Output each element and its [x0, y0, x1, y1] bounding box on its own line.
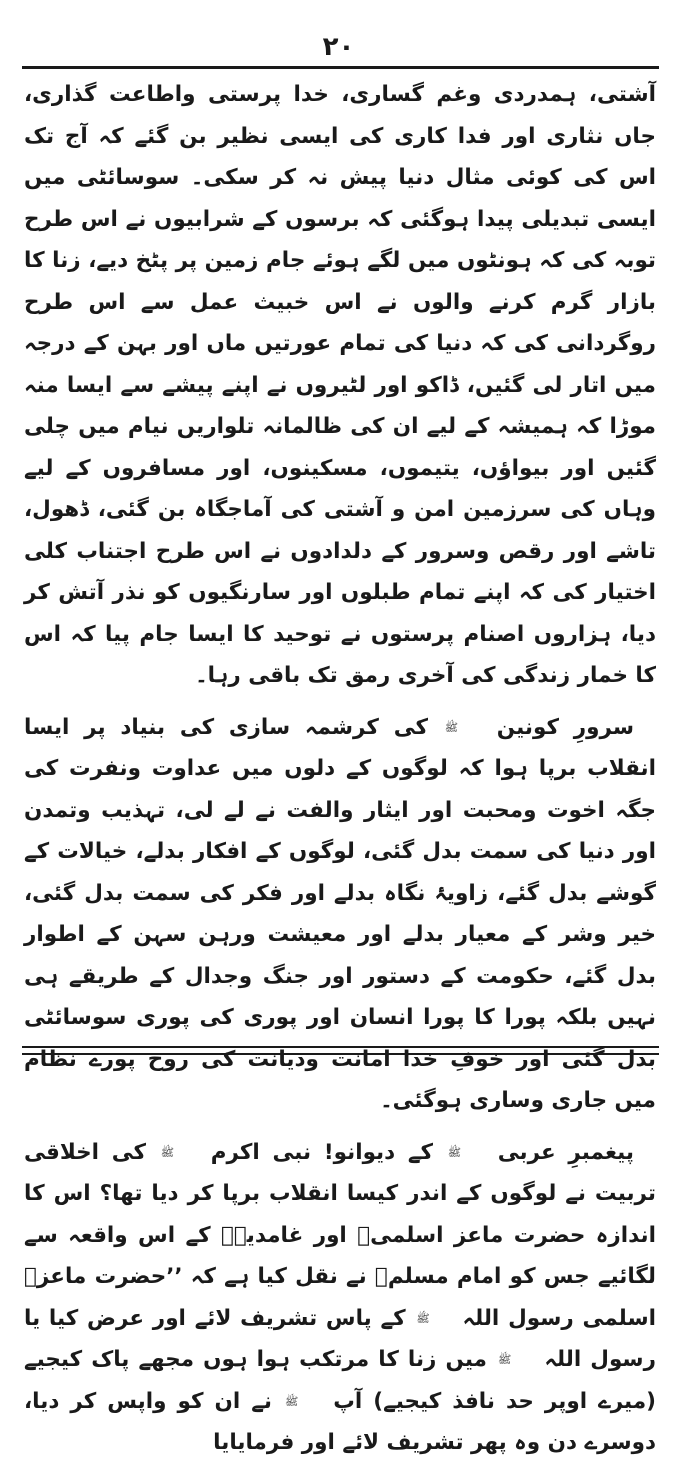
- honorific-mark: ﷺ: [498, 1353, 512, 1366]
- header-rule: [22, 66, 659, 69]
- paragraph-3-part-4: کے پاس تشریف لائے اور عرض کیا یا رسول اللہ: [24, 1305, 656, 1372]
- honorific-mark: ﷺ: [416, 1311, 430, 1325]
- paragraph-1: آشتی، ہمدردی وغم گساری، خدا پرستی واطاعت گذاری، جاں نثاری اور فدا کاری کی ایسی نظیر بن گئے کہ آج تک اس کی کوئی مثال دنیا پیش نہ کر سکی۔ سوسائٹی میں ایسی تبدیلی پیدا ہوگئی کہ برسوں کے شرابیوں نے اس طرح توبہ کی کہ ہونٹوں میں لگے ہوئے جام زمین پر پٹخ دیے، زنا کا بازار گرم کرنے والوں نے اس خبیث عمل سے اس طرح روگردانی کی کہ دنیا کی تمام عورتیں ماں اور بہن کے درجہ میں اتار لی گئیں، ڈاکو اور لٹیروں نے اپنے پیشے سے ایسا منہ موڑا کہ ہمیشہ کے لیے ان کی ظالمانہ تلواریں نیام میں چلی گئیں اور بیواؤں، یتیموں، مسکینوں، اور مسافروں کے لیے وہاں کی سرزمین امن و آشتی کی آماجگاہ بن گئی، ڈھول، تاشے اور رقص وسرور کے دلدادوں نے اس طرح اجتناب کلی اختیار کی کہ اپنے تمام طبلوں اور سارنگیوں کو نذر آتش کر دیا، ہزاروں اصنام پرستوں نے توحید کا ایسا جام پیا کہ اس کا خمار زندگی کی آخری رمق تک باقی رہا۔: [24, 82, 656, 688]
- paragraph-2: [24, 707, 656, 1122]
- paragraph-3-part-2: کے دیوانو! نبی اکرم: [210, 1139, 434, 1165]
- paragraph-3-part-1: پیغمبرِ عربی: [497, 1139, 634, 1165]
- paragraph-2-rest: کی کرشمہ سازی کی بنیاد پر ایسا انقلاب برپا ہوا کہ لوگوں کے دلوں میں عداوت ونفرت کی جگہ اخوت ومحبت اور ایثار والفت نے لے لی، تہذیب وتمدن اور دنیا کی سمت بدل گئی، لوگوں کے افکار بدلے، خیالات کے گوشے بدل گئے، زاویۂ نگاہ بدلے اور فکر کی سمت بدل گئی، خیر وشر کے معیار بدلے اور معیشت ورہن سہن کے اطوار بدل گئے، حکومت کے دستور اور جنگ وجدال کے طریقے ہی نہیں بلکہ پورا کا پورا انسان اور پوری کی پوری سوسائٹی بدل گئی اور خوفِ خدا امانت ودیانت کی روح پورے نظام میں جاری وساری ہوگئی۔: [24, 714, 656, 1113]
- paragraph-3-part-5: میں زنا کا مرتکب ہوا ہوں مجھے پاک کیجیے (میرے اوپر حد نافذ کیجیے) آپ: [24, 1347, 656, 1414]
- honorific-mark: ﷺ: [160, 1145, 175, 1159]
- body-text: [24, 74, 656, 1464]
- honorific-mark: ﷺ: [444, 720, 459, 734]
- paragraph-3-part-3: کی اخلاقی تربیت نے لوگوں کے اندر کیسا انقلاب برپا کر دیا تھا؟ اس کا اندازہ حضرت ماعز اسلمیؓ اور غامدیہؓ کے اس واقعہ سے لگائیے جس کو امام مسلمؒ نے نقل کیا ہے کہ ’’حضرت ماعزؓ اسلمی رسول اللہ: [24, 1139, 656, 1331]
- honorific-mark: ﷺ: [447, 1145, 462, 1159]
- page-number: ۲۰: [322, 32, 355, 62]
- honorific-mark: ﷺ: [284, 1394, 299, 1408]
- footer-double-rule: [22, 1046, 659, 1055]
- paragraph-3: [24, 1132, 656, 1464]
- paragraph-3-part-6: نے ان کو واپس کر دیا، دوسرے دن وہ پھر تشریف لائے اور فرمایایا: [24, 1388, 656, 1455]
- paragraph-2-start: سرورِ کونین: [496, 714, 634, 740]
